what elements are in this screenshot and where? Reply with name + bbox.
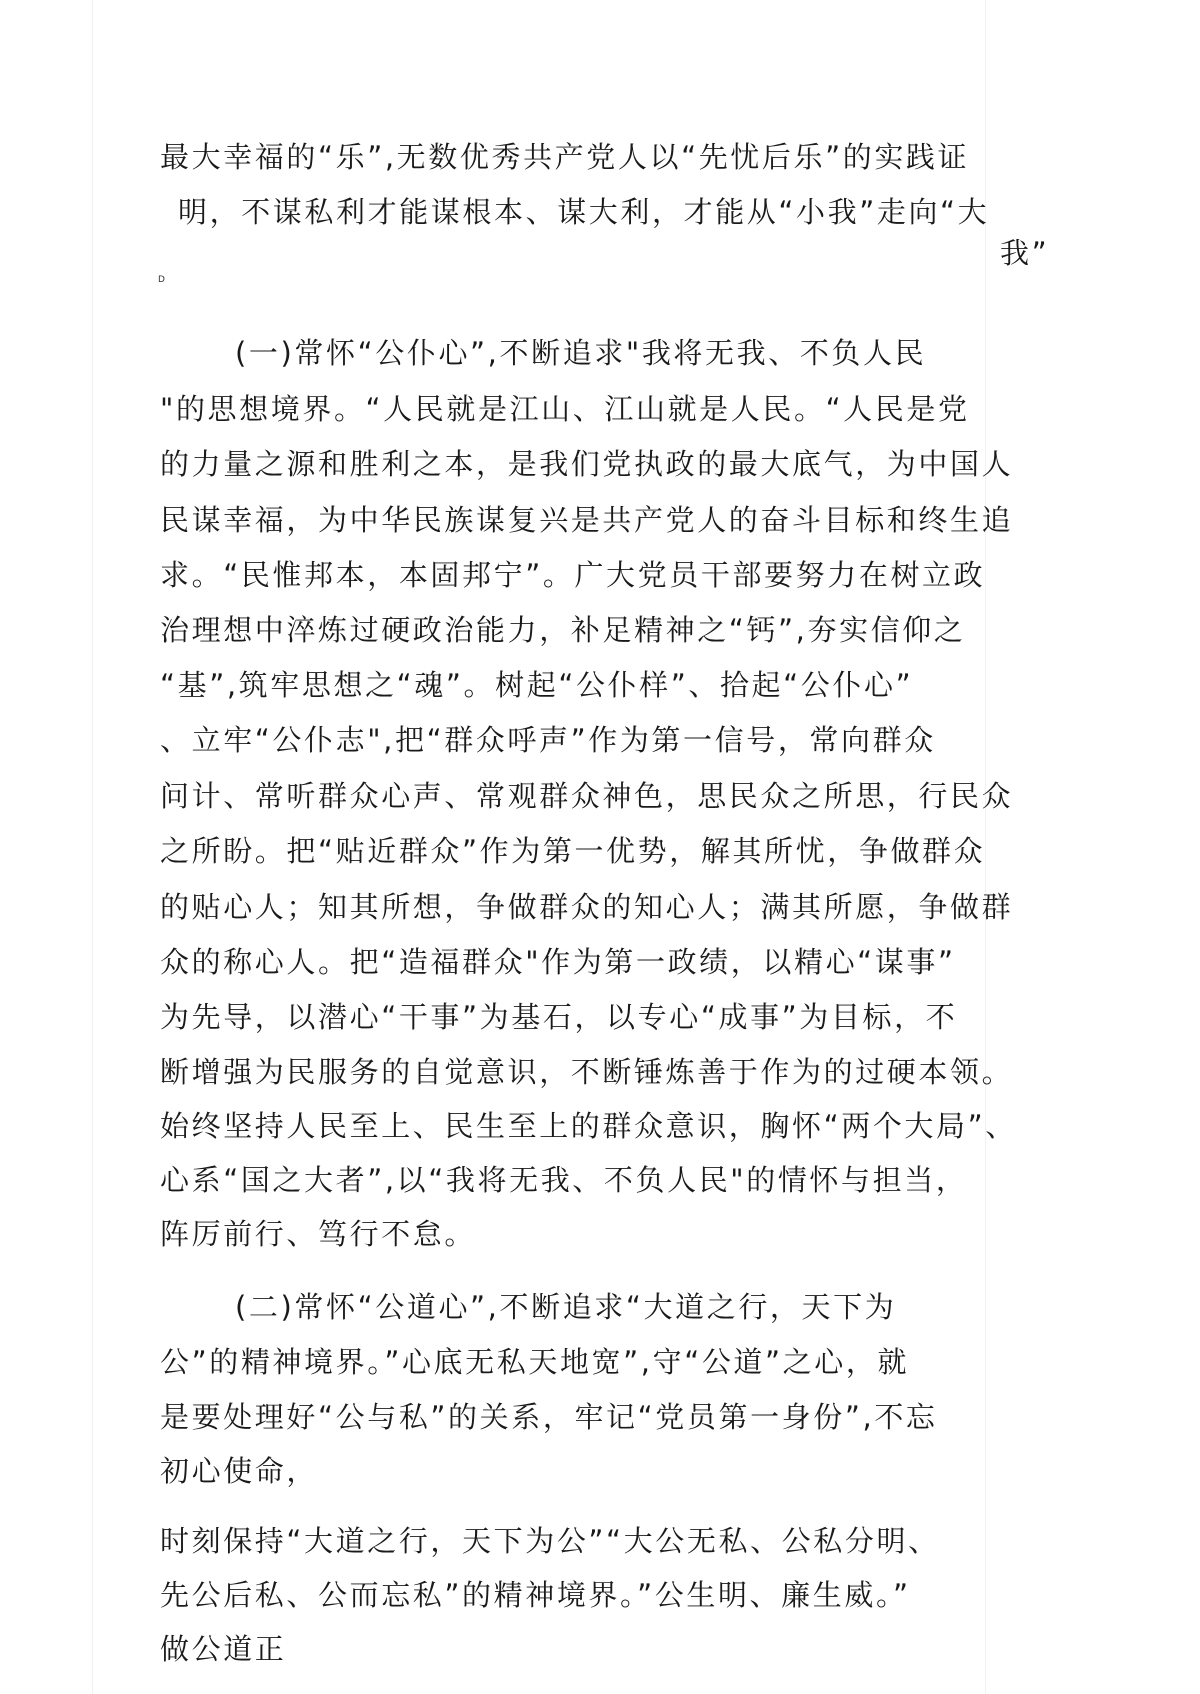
text-line: 心系“国之大者”,以“我将无我、不负人民"的情怀与担当， (160, 1163, 968, 1197)
text-line: "的思想境界。“人民就是江山、江山就是人民。“人民是党 (160, 392, 970, 426)
text-line: 明，不谋私利才能谋根本、谋大利，才能从“小我”走向“大 (178, 195, 990, 229)
text-line: “基”,筑牢思想之“魂”。树起“公仆样”、拾起“公仆心” (160, 668, 914, 702)
text-line: 的力量之源和胜利之本，是我们党执政的最大底气，为中国人 (160, 447, 1014, 481)
text-line: 时刻保持“大道之行，天下为公”“大公无私、公私分明、 (160, 1524, 940, 1558)
text-line: 先公后私、公而忘私”的精神境界。”公生明、廉生威。” (160, 1578, 911, 1612)
text-line: 问计、常听群众心声、常观群众神色，思民众之所思，行民众 (160, 779, 1014, 813)
text-line: 初心使命， (160, 1454, 319, 1488)
text-line: 民谋幸福，为中华民族谋复兴是共产党人的奋斗目标和终生追 (160, 503, 1014, 537)
text-line: 最大幸福的“乐”,无数优秀共产党人以“先忧后乐”的实践证 (160, 140, 970, 174)
page-margin-guide-left (92, 0, 93, 1694)
text-line: 做公道正 (160, 1632, 287, 1666)
text-line: 之所盼。把“贴近群众”作为第一优势，解其所忧，争做群众 (160, 834, 986, 868)
text-line: 、立牢“公仆志",把“群众呼声”作为第一信号，常向群众 (160, 723, 936, 757)
text-line: 为先导，以潜心“干事”为基石，以专心“成事”为目标，不 (160, 1000, 958, 1034)
text-line: 求。“民惟邦本，本固邦宁”。广大党员干部要努力在树立政 (160, 558, 986, 592)
text-line: 始终坚持人民至上、民生至上的群众意识，胸怀“两个大局”、 (160, 1109, 1017, 1143)
section-heading-2: (二)常怀“公道心”,不断追求“大道之行，天下为 (235, 1290, 897, 1324)
text-line: 治理想中淬炼过硬政治能力，补足精神之“钙”,夯实信仰之 (160, 613, 966, 647)
text-line: 阵厉前行、笃行不怠。 (160, 1217, 477, 1251)
text-line: 我” (1000, 236, 1050, 270)
text-line: 公”的精神境界。”心底无私天地宽”,守“公道”之心，就 (160, 1345, 910, 1379)
text-line: 是要处理好“公与私”的关系，牢记“党员第一身份”,不忘 (160, 1400, 938, 1434)
text-line: 的贴心人；知其所想，争做群众的知心人；满其所愿，争做群 (160, 890, 1014, 924)
section-heading-1: (一)常怀“公仆心”,不断追求"我将无我、不负人民 (235, 336, 927, 370)
text-line: 断增强为民服务的自觉意识，不断锤炼善于作为的过硬本领。 (160, 1055, 1014, 1089)
text-line: 众的称心人。把“造福群众"作为第一政绩，以精心“谋事” (160, 945, 956, 979)
stray-mark: D (158, 275, 165, 285)
